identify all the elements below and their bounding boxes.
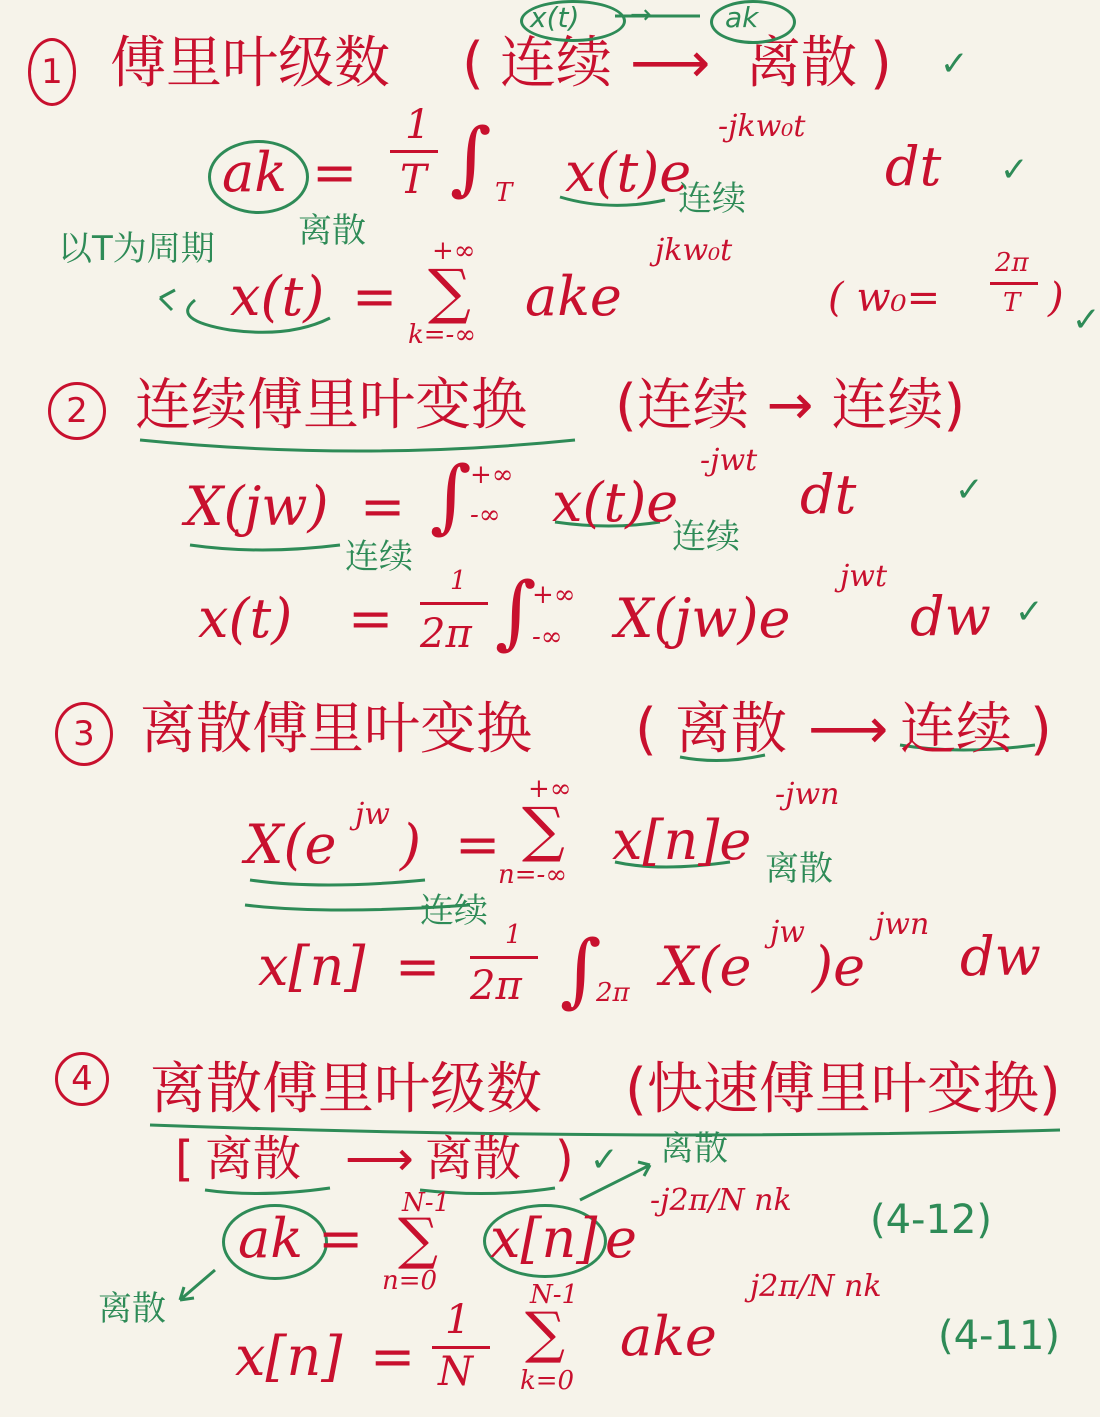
checkmark: ✓: [1072, 300, 1100, 340]
s3-forward-lower: n=-∞: [498, 860, 567, 890]
s3-inverse-eq: =: [395, 935, 441, 998]
s4-analysis-term: x[n]: [490, 1207, 598, 1270]
s4-analysis-label: (4-12): [870, 1197, 992, 1243]
s1-w0: ( w₀=: [828, 275, 941, 321]
s1-analysis-integral: ∫: [450, 111, 492, 204]
s4-synthesis-exp: j2π/N nk: [750, 1269, 882, 1304]
section-4-number: 4: [55, 1052, 109, 1106]
s3-forward-eq: =: [455, 813, 501, 876]
s3-forward-sigma: ∑: [522, 795, 565, 865]
section-1-number: 1: [28, 38, 76, 106]
note-continuous: 连续: [678, 179, 746, 219]
s1-analysis-exp: -jkw₀t: [718, 109, 806, 144]
w0-frac-bar: [990, 282, 1038, 285]
s3-forward-exp: -jwn: [775, 777, 840, 812]
s3-forward-lhs-close: ): [400, 813, 422, 876]
section-4-mapping-arrow: ⟶: [345, 1131, 414, 1187]
s1-analysis-frac-num: 1: [405, 102, 431, 148]
section-1-mapping-open: (: [462, 31, 484, 96]
s2-inverse-eq: =: [348, 587, 394, 650]
frac-bar: [390, 150, 438, 153]
s3-forward-term: x[n]e: [612, 809, 752, 872]
s2-inverse-frac-num: 1: [450, 566, 467, 596]
s2-inverse-frac-den: 2π: [420, 611, 472, 657]
s2-inverse-term: X(jw)e: [615, 587, 791, 650]
s4-analysis-sigma: ∑: [398, 1207, 438, 1272]
section-2-mapping: (连续 → 连续): [615, 373, 966, 438]
s1-analysis-lhs: ak: [222, 141, 287, 204]
section-1-title: 傅里叶级数: [110, 31, 390, 96]
s3-inverse-frac-den: 2π: [470, 963, 522, 1009]
s2-forward-dt: dt: [800, 463, 857, 526]
checkmark: ✓: [1015, 592, 1044, 632]
s1-analysis-int-sub: T: [495, 178, 513, 208]
s2-inverse-exp: jwt: [840, 559, 888, 594]
s2-forward-term: x(t)e: [552, 471, 679, 534]
s1-analysis-eq: =: [312, 141, 358, 204]
s3-inverse-exp: jwn: [875, 907, 930, 942]
s2-forward-integral: ∫: [430, 449, 472, 542]
s2-inverse-lhs: x(t): [198, 587, 293, 650]
s3-frac-bar: [470, 956, 538, 959]
s3-forward-upper: +∞: [528, 774, 572, 804]
note-discrete: 离散: [298, 211, 366, 251]
s1-synthesis-term: ake: [525, 265, 622, 328]
top-arrow: →: [630, 0, 652, 30]
s4-synthesis-label: (4-11): [938, 1313, 1060, 1359]
s3-inverse-term-mid: )e: [812, 935, 866, 998]
s4-synthesis-eq: =: [370, 1325, 416, 1388]
s1-synthesis-lower: k=-∞: [408, 320, 476, 350]
s3-inverse-lhs: x[n]: [258, 935, 366, 998]
checkmark: ✓: [940, 44, 969, 84]
checkmark: ✓: [590, 1140, 619, 1180]
s2-forward-eq: =: [360, 475, 406, 538]
s4-analysis-lower: n=0: [382, 1266, 438, 1296]
section-4-title: 离散傅里叶级数: [150, 1057, 542, 1122]
s4-analysis-upper: N-1: [402, 1188, 451, 1218]
s1-analysis-term: x(t)e: [565, 141, 692, 204]
top-from: x(t): [530, 1, 580, 34]
section-1-mapping-from: 连续: [500, 31, 612, 96]
checkmark: ✓: [955, 470, 984, 510]
s2-note-lhs: 连续: [345, 537, 413, 577]
section-3-mapping-close: ): [1030, 697, 1052, 762]
section-3-mapping-arrow: ⟶: [808, 697, 889, 762]
s4-synthesis-sigma: ∑: [525, 1301, 565, 1366]
s4-analysis-eq: =: [318, 1207, 364, 1270]
s2-note-term: 连续: [672, 517, 740, 557]
section-2-number: 2: [48, 382, 106, 440]
section-3-mapping-to: 连续: [900, 697, 1012, 762]
s3-inverse-integral: ∫: [560, 923, 602, 1016]
checkmark: ✓: [1000, 150, 1029, 190]
section-3-title: 离散傅里叶变换: [140, 697, 532, 762]
s4-synthesis-frac-num: 1: [445, 1297, 471, 1343]
s4-note-lhs: 离散: [98, 1289, 166, 1329]
s2-forward-upper: +∞: [470, 460, 514, 490]
section-3-mapping-from: 离散: [675, 697, 787, 762]
s1-synthesis-sigma: ∑: [428, 257, 471, 327]
s4-analysis-e: e: [605, 1207, 637, 1270]
s2-forward-lower: -∞: [470, 500, 501, 530]
s3-note-lhs: 连续: [420, 891, 488, 931]
s1-synthesis-lhs: x(t): [230, 265, 325, 328]
s2-inverse-upper: +∞: [532, 580, 576, 610]
s4-synthesis-frac-den: N: [438, 1349, 473, 1395]
section-4-mapping-open: [: [175, 1131, 194, 1187]
section-3-mapping-open: (: [635, 697, 657, 762]
s1-w0-den: T: [1003, 288, 1021, 318]
s1-w0-close: ): [1048, 275, 1064, 321]
section-2-title: 连续傅里叶变换: [135, 373, 527, 438]
section-1-mapping-to: 离散: [745, 31, 857, 96]
s3-inverse-int-sub: 2π: [596, 978, 630, 1008]
s4-note-term: 离散: [660, 1129, 728, 1169]
s4-synthesis-upper: N-1: [530, 1280, 579, 1310]
s1-w0-num: 2π: [995, 248, 1029, 278]
s3-inverse-frac-num: 1: [505, 920, 522, 950]
top-to: ak: [725, 1, 759, 34]
s1-synthesis-exp: jkw₀t: [655, 233, 733, 268]
s4-analysis-lhs: ak: [238, 1207, 303, 1270]
s3-inverse-dw: dw: [960, 925, 1041, 988]
s2-inverse-dw: dw: [910, 585, 991, 648]
s4-synthesis-lhs: x[n]: [235, 1325, 343, 1388]
s4-analysis-exp: -j2π/N nk: [650, 1183, 792, 1218]
note-period: 以T为周期: [58, 229, 215, 269]
s3-inverse-term-exp: jw: [770, 915, 805, 950]
s1-synthesis-upper: +∞: [432, 236, 476, 266]
s1-analysis-dt: dt: [885, 135, 942, 198]
section-4-mapping-close: ): [555, 1131, 574, 1187]
section-1-mapping-close: ): [870, 31, 892, 96]
section-4-mapping-from: 离散: [205, 1131, 302, 1187]
s3-note-term: 离散: [765, 849, 833, 889]
s4-synthesis-lower: k=0: [520, 1366, 575, 1396]
s1-synthesis-eq: =: [352, 265, 398, 328]
s1-analysis-frac-den: T: [400, 157, 427, 203]
s2-frac-bar: [420, 602, 488, 605]
section-3-number: 3: [55, 702, 113, 766]
section-4-mapping-to: 离散: [425, 1131, 522, 1187]
section-1-mapping-arrow: ⟶: [630, 31, 711, 96]
section-4-subtitle: (快速傅里叶变换): [625, 1057, 1061, 1122]
s4-synthesis-term: ake: [620, 1305, 717, 1368]
s2-inverse-integral: ∫: [495, 565, 537, 658]
s2-forward-lhs: X(jw): [185, 475, 329, 538]
s3-inverse-term: X(e: [660, 935, 752, 998]
s3-forward-lhs: X(e: [245, 813, 337, 876]
s2-inverse-lower: -∞: [532, 622, 563, 652]
s3-forward-lhs-exp: jw: [355, 797, 390, 832]
s2-forward-exp: -jwt: [700, 443, 758, 478]
